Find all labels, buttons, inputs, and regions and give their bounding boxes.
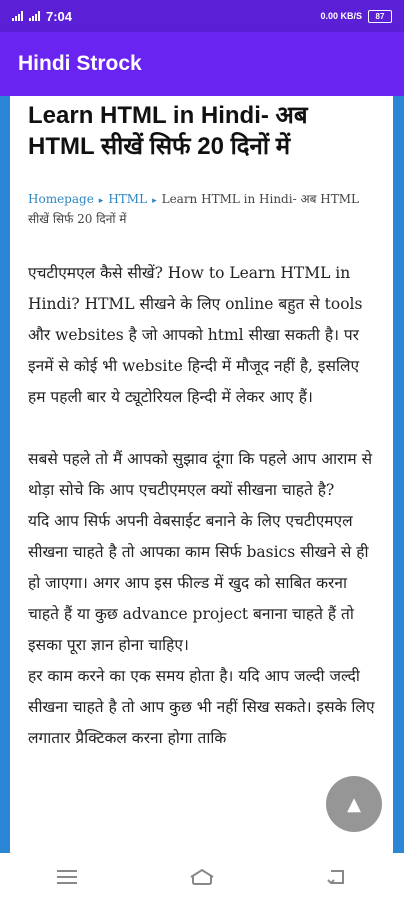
paragraph: यदि आप सिर्फ अपनी वेबसाईट बनाने के लिए एचटीएमएल सीखना चाहते है तो आपका काम सिर्फ basics सीखने से ही हो जाएगा। अगर आप इस फील्ड में खुद को साबित करना चाहते हैं या कुछ advance project बनाना चाहते हैं तो इसका पूरा ज्ञान होना चाहिए।: [28, 512, 369, 654]
navigation-bar: [0, 853, 404, 900]
battery-level: 87: [375, 11, 385, 21]
app-title[interactable]: Hindi Strock: [18, 52, 142, 75]
paragraph: एचटीएमएल कैसे सीखें? How to Learn HTML in Hindi? HTML सीखने के लिए online बहुत से tools और websites है जो आपको html सीखा सकती है। पर इनमें से कोई भी website हिन्दी में मौजूद नहीं है, इसलिए हम पहली बार ये ट्यूटोरियल हिन्दी में लेकर आए हैं।: [28, 264, 363, 406]
article: [10, 96, 393, 853]
article-body: [28, 258, 375, 754]
network-speed: 0.00 KB/S: [320, 11, 362, 21]
breadcrumb-home-link[interactable]: Homepage: [28, 192, 94, 206]
breadcrumb-section-link[interactable]: HTML: [108, 192, 148, 206]
status-bar: [0, 0, 404, 32]
menu-button[interactable]: [47, 862, 87, 892]
scroll-to-top-button[interactable]: [326, 776, 382, 832]
signal-icon: [12, 11, 23, 21]
paragraph: सबसे पहले तो मैं आपको सुझाव दूंगा कि पहले आप आराम से थोड़ा सोचे कि आप एचटीएमएल क्यों सीखना चाहते है?: [28, 450, 373, 499]
app-bar: [0, 32, 404, 96]
back-icon: [327, 868, 347, 886]
page-background: [0, 96, 404, 853]
breadcrumb-separator: ▸: [152, 196, 157, 206]
back-button[interactable]: [317, 862, 357, 892]
paragraph: हर काम करने का एक समय होता है। यदि आप जल्दी जल्दी सीखना चाहते है तो आप कुछ भी नहीं सिख सकते। इसके लिए लगातार प्रैक्टिकल करना होगा ताकि: [28, 667, 375, 747]
home-button[interactable]: [182, 862, 222, 892]
status-time: 7:04: [46, 8, 73, 24]
menu-icon: [57, 869, 77, 885]
signal-icon-2: [29, 11, 40, 21]
breadcrumb-separator: ▸: [98, 196, 104, 206]
status-left: [12, 9, 72, 24]
status-right: [320, 10, 392, 23]
article-title: Learn HTML in Hindi- अब HTML सीखें सिर्फ 20 दिनों में: [28, 102, 308, 160]
arrow-up-icon: ▲: [347, 793, 361, 815]
breadcrumb: [28, 190, 375, 228]
home-icon: [189, 868, 215, 886]
breadcrumb-current: Learn HTML in Hindi- अब HTML सीखें सिर्फ 20 दिनों में: [28, 192, 359, 226]
battery-icon: [368, 10, 392, 23]
